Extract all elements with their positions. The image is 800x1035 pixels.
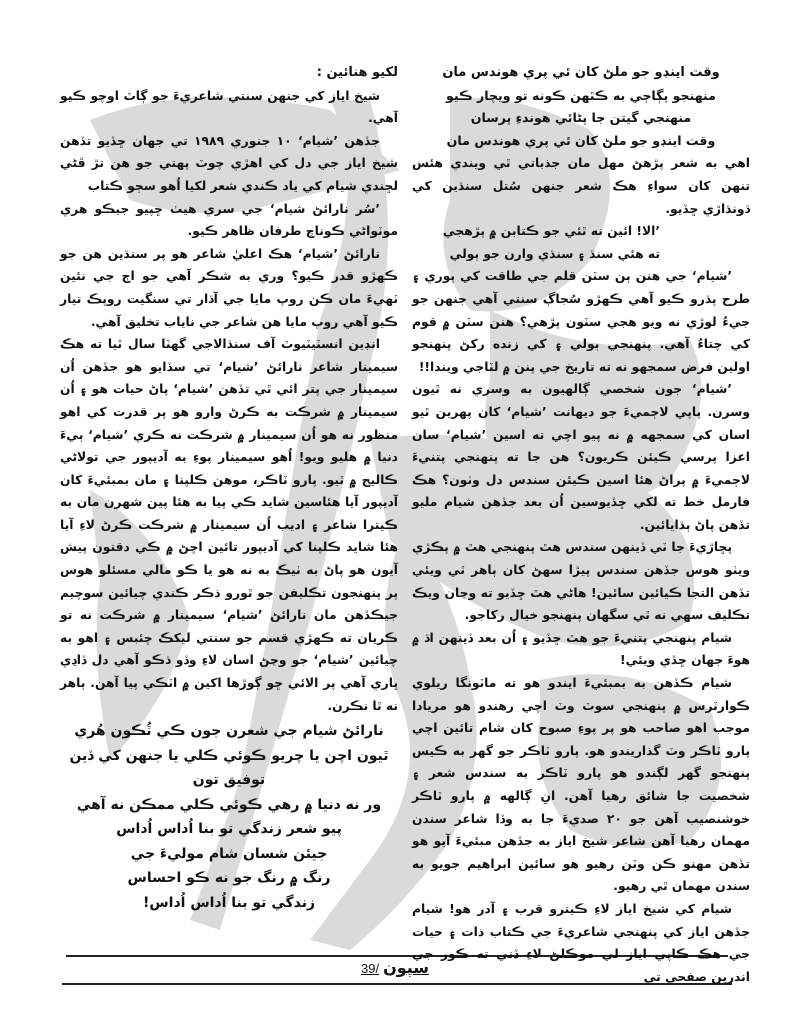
paragraph: شيام پنهنجي پتنيءَ جو هٿ ڇڏيو ۽ اُن بعد ڏينهن اڌ ۾ هوءَ جهان ڇڏي ويئي! xyxy=(412,630,750,668)
paragraph: نارائڻ ’شيام‘ هڪ اعليٰ شاعر هو پر سنڌين هن جو ڪهڙو قدر ڪيو؟ وري به شڪر آهي جو اڄ جي نئين ٽهيءَ مان ڪن روپ مايا جي آڌار تي سنگيت روپڪ تيار ڪيو آهي روپ مايا هن شاعر جي ناياب تخليق آهي. xyxy=(60,246,398,329)
verse-line: ٿيون اچن يا چريو ڪوئي ڪلي يا جنهن کي ڏين xyxy=(69,747,389,764)
verse-line: ته هئي سنڌ ۽ سنڌي وارن جو ٻولي xyxy=(449,246,660,261)
verse-line: رنگ ۾ رنگ جو نه ڪو احساس xyxy=(127,870,331,887)
verse-line: جيئن شسان شام موليءَ جي xyxy=(130,845,328,862)
left-column xyxy=(60,62,398,952)
verse-line: منهنجي گيتن جا پڻائي هوندءِ پرسان xyxy=(470,110,692,126)
paragraph: انڊين انسٽيٽيوٽ آف سنڌالاجي گهٽا سال ٿيا ته هڪ سيمينار شاعر نارائڻ ’شيام‘ تي سڏايو هو جڏهن اُن سيمينار جي پتر ائي ٿي تڏهن ’شيام‘ پاڻ حيات هو ۽ اُن سيمينار ۾ شرڪت به ڪرڻ وارو هو پر قدرت کي اهو منظور نه هو اُن سيمينار ۾ شرڪت نه ڪري ’شيام‘ ٻيءَ دنيا ۾ هليو ويو! اُهو سيمينار پوءِ به آديپور جي تولاڻي ڪاليج ۾ ٿيو. پارو ٽاڪر، موهن ڪلپنا ۽ مان بمبئيءَ کان آديپور آيا هئاسين شايد ڪي پيا به هئا پين شهرن مان به ڪيترا شاعر ۽ اديب اُن سيمينار ۾ شرڪت ڪرڻ لاءِ آيا هئا شايد ڪلپنا کي آديپور تائين اچڻ ۾ ڪي دقتون پيش آيون هو پاڻ به ٺيڪ به نه هو يا ڪو مالي مسئلو هوس پر پنهنجون تڪليفن جو ٿورو ذڪر ڪندي چيائين سوچيم جيڪڏهن مان نارائڻ ’شيام‘ سيمينار ۾ شرڪت نه تو ڪريان ته ڪهڙي قسم جو سنتي ليکڪ چئبس ۽ اهو به چيائين ’شيام‘ جو وڃڻ اسان لاءِ وڏو ڌڪو آهي دل ڏاڍي ڀاري آهي پر الائي ڇو ڳوڙها اکين ۾ اٽڪي پيا آهن. ٻاهر نه ٿا نڪرن. xyxy=(60,337,398,713)
paragraph: شيخ اياز کي جنهن سنتي شاعريءَ جو ڳاٽ اوچو ڪيو آهي. xyxy=(60,88,398,126)
paragraph: ’سُر نارائڻ شيام‘ جي سري هيٺ ڇپيو جيڪو هري موٽواڻي ڪوناچ طرفان ظاهر ڪيو. xyxy=(60,201,398,239)
verse-line: ’الا! ائين نه ٿئي جو ڪتابن ۾ پڙهجي xyxy=(442,224,660,239)
paragraph: اهي به شعر پڙهڻ مهل مان جذباتي ٿي ويندي هئس تنهن کان سواءِ هڪ شعر جنهن سُتل سنڌين کي ڌونڌاڙي ڇڏيو. xyxy=(412,156,750,216)
magazine-title: سپون xyxy=(383,958,430,977)
verse-line: وقت اينڊو جو ملڻ کان ئي پري هوندس مان xyxy=(442,65,720,80)
paragraph: ’شيام‘ جي هنن ٻن سٽن قلم جي طاقت کي پوري ۽ طرح پڌرو ڪيو آهي ڪهڙو سُجاڳ سنتي آهي جنهن جو جيءُ لوڙي نه ويو هجي سٽون پڙهي؟ هنن سٽن ۾ قوم کي چتاءُ آهي. پنهنجي ٻولي ۽ کي زنده رکڻ پنهنجو اولين فرض سمجهو نه ته تاريخ جي پنن ۾ لٽاجي ويندا!! xyxy=(412,269,750,374)
right-column xyxy=(412,62,750,984)
verse-line: منهنجو پڳاڄي به ڪٿهن ڪونه تو ويچار ڪيو xyxy=(446,87,716,103)
verse-line: ور نه دنيا ۾ رهي ڪوئي ڪلي ممڪن نه آهي xyxy=(76,796,382,813)
paragraph: ’شيام‘ جون شخصي ڳالهيون به وسري نه ٿيون وسرن. پاپي لاڄميءَ جو ديهانت ’شيام‘ کان پهرين ٿيو اسان کي سمجهه ۾ نه پيو اچي ته اسين ’شيام‘ سان اعزا پرسي ڪيئن ڪريون؟ هن جا ته پنهنجي پتنيءَ لاڄميءَ ۾ پراڻ هئا اسين ڪيئن سندس دل وٺون؟ هڪ فارمل خط ته لکي ڇڏيوسين اُن بعد جڏهن شيام مليو تڏهن پاڻ ٻڌايائين. xyxy=(412,382,750,532)
closing-verse xyxy=(60,719,398,915)
paragraph: شيام کي شيخ اياز لاءِ ڪيترو قرب ۽ آدر هو! شيام جڏهن اياز کي پنهنجي شاعريءَ جي ڪتاب ذات ۽ حيات جي هڪ ڪاپي اياز لي موڪلڻ لاءِ ڏني ته ڪور جي اندرين صفحي تي xyxy=(412,901,750,984)
paragraph: شيام ڪڏهن به بمبئيءَ ايندو هو ته ماٽونگا ريلوي ڪوارٽرس ۾ پنهنجي سوٽ وٽ اچي رهندو هو مريادا موجب اهو صاحب هو پر پوءِ صبوح کان شام تائين اچي پارو ٽاڪر وٽ گذاريندو هو. پارو ٽاڪر جو گهر به ڪيس پنهنجو گهر لڳندو هو پارو ٽاڪر به سندس شعر ۽ شخصيت جا شائق رهيا آهن. انِ ڳالهه ۾ پارو ٽاڪر خوشنصيب آهن جو ٢٠ صديءَ جا به وڏا شاعر سندن مهمان رهيا آهن شاعر شيخ اياز به جڏهن مبئيءَ آيو هو تڏهن مهنو ڪن وٽن رهيو هو سائين ابراهيم جويو به سندن مهمان ٿي رهيو. xyxy=(412,676,750,894)
paragraph: پڇاڙيءَ جا ٽي ڏينهن سندس هٿ پنهنجي هٿ ۾ پڪڙي ويٺو هوس جڏهن سندس پيڙا سهڻ کان ٻاهر ٿي ويئي تڏهن التجا ڪيائين سائين! هاڻي هٿ ڇڏيو ته وڃان ويڪ تڪليف سهي نه ٿي سگهان پنهنجو خيال رکاجو. xyxy=(412,540,750,623)
paragraph: جڏهن ’شيام‘ ١٠ جنوري ١٩٨٩ تي جهان ڇڏيو تڏهن شيخ اياز جي دل کي اهڙي چوٽ پهتي جو هن تڙ ڦڻي لڇندي شيام کي ياد ڪندي شعر لکيا اُهو سڄو ڪتاب xyxy=(60,133,398,193)
opening-verse xyxy=(412,62,750,152)
verse-line: زندگي تو بنا اُداس اُداس! xyxy=(142,894,316,911)
section-heading: لکيو هنائين : xyxy=(316,65,398,80)
verse-line: نارائڻ شيام جي شعرن جون ڪي ٽُڪون هُري xyxy=(74,723,384,740)
verse-line: پيو شعر زندگي تو بنا اُداس اُداس xyxy=(116,821,342,838)
verse-line: وقت اينڊو جو ملڻ کان ئي پري هوندس مان xyxy=(446,132,716,148)
quote-verse xyxy=(412,220,750,265)
page-footer xyxy=(60,958,730,982)
page-number: 39/ xyxy=(360,961,380,976)
verse-line: توفيق تون xyxy=(192,772,266,789)
